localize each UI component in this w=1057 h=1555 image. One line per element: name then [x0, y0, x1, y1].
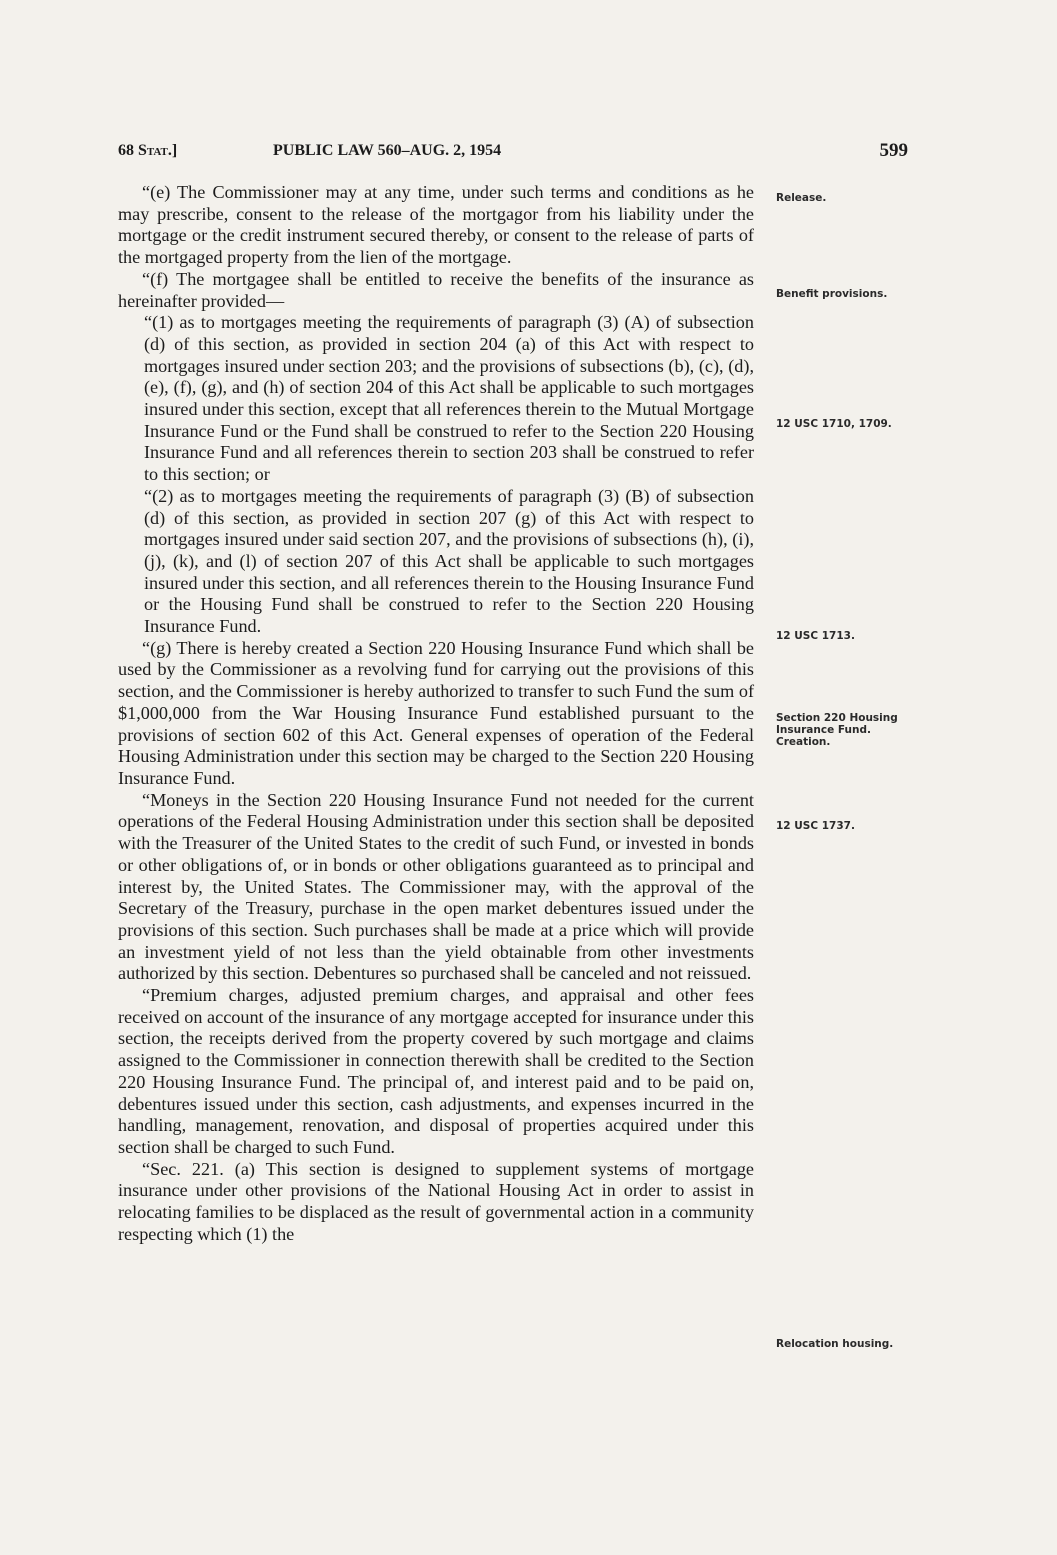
paragraph-e: “(e) The Commissioner may at any time, under such terms and conditions as he may prescribe, consent to the release of the mortgagor from his liability under the mortgage or the credit instrument secured thereby, or consent to the release of parts of the mortgaged property from the lien of the mortgage.: [118, 182, 754, 268]
paragraph-f-2: “(2) as to mortgages meeting the requirements of paragraph (3) (B) of subsection (d) of this section, as provided in section 207 (g) of this Act with respect to mortgages insured under said section 207, and the provisions of subsections (h), (i), (j), (k), and (l) of section 207 of this Act shall be applicable to such mortgages insured under this section, and all references therein to the Housing Insurance Fund or the Housing Fund shall be construed to refer to the Section 220 Housing Insurance Fund.: [144, 485, 754, 637]
volume-reference: 68 Stat.]: [118, 142, 178, 159]
margin-note-usc-1713: 12 USC 1713.: [776, 630, 855, 642]
margin-note-relocation-housing: Relocation housing.: [776, 1338, 894, 1350]
margin-note-release: Release.: [776, 192, 827, 204]
margin-note-benefit-provisions: Benefit provisions.: [776, 288, 888, 300]
law-title: PUBLIC LAW 560–AUG. 2, 1954: [273, 142, 502, 159]
page-number: 599: [879, 140, 908, 161]
paragraph-premium: “Premium charges, adjusted premium charges, and appraisal and other fees received on account of the insurance of any mortgage accepted for insurance under this section, the receipts derived from the property covered by such mortgage and claims assigned to the Commissioner in connection therewith shall be credited to the Section 220 Housing Insurance Fund. The principal of, and interest paid and to be paid on, debentures issued under this section, cash adjustments, and expenses incurred in the handling, management, renovation, and disposal of properties acquired under this section shall be charged to such Fund.: [118, 985, 754, 1157]
paragraph-g: “(g) There is hereby created a Section 220 Housing Insurance Fund which shall be used by the Commissioner as a revolving fund for carrying out the provisions of this section, and the Commissioner is hereby authorized to transfer to such Fund the sum of $1,000,000 from the War Housing Insurance Fund established pursuant to the provisions of section 602 of this Act. General expenses of operation of the Federal Housing Administration under this section may be charged to the Section 220 Housing Insurance Fund.: [118, 637, 754, 788]
margin-note-usc-1710: 12 USC 1710, 1709.: [776, 418, 892, 430]
paragraph-sec-221: “Sec. 221. (a) This section is designed to supplement systems of mortgage insurance under other provisions of the National Housing Act in order to assist in relocating families to be displaced as the result of governmental action in a community respecting which (1) the: [118, 1158, 754, 1244]
margin-note-section-220-fund: Section 220 Housing Insurance Fund. Creation.: [776, 712, 898, 748]
statute-text: [118, 182, 754, 1245]
margin-note-usc-1737: 12 USC 1737.: [776, 820, 855, 832]
page-header: [118, 142, 908, 166]
paragraph-f-1: “(1) as to mortgages meeting the requirements of paragraph (3) (A) of subsection (d) of this section, as provided in section 204 (a) of this Act with respect to mortgages insured under section 203; and the provisions of subsections (b), (c), (d), (e), (f), (g), and (h) of section 204 of this Act shall be applicable to such mortgages insured under this section, except that all references therein to the Mutual Mortgage Insurance Fund or the Fund shall be construed to refer to the Section 220 Housing Insurance Fund and all references therein to section 203 shall be construed to refer to this section; or: [144, 312, 754, 485]
paragraph-moneys: “Moneys in the Section 220 Housing Insurance Fund not needed for the current operations of the Federal Housing Administration under this section shall be deposited with the Treasurer of the United States to the credit of such Fund, or invested in bonds or other obligations of, or in bonds or other obligations guaranteed as to principal and interest by, the United States. The Commissioner may, with the approval of the Secretary of the Treasury, purchase in the open market debentures issued under the provisions of this section. Such purchases shall be made at a price which will provide an investment yield of not less than the yield obtainable from other investments authorized by this section. Debentures so purchased shall be canceled and not reissued.: [118, 789, 754, 984]
paragraph-f: “(f) The mortgagee shall be entitled to receive the benefits of the insurance as hereinafter provided—: [118, 268, 754, 311]
